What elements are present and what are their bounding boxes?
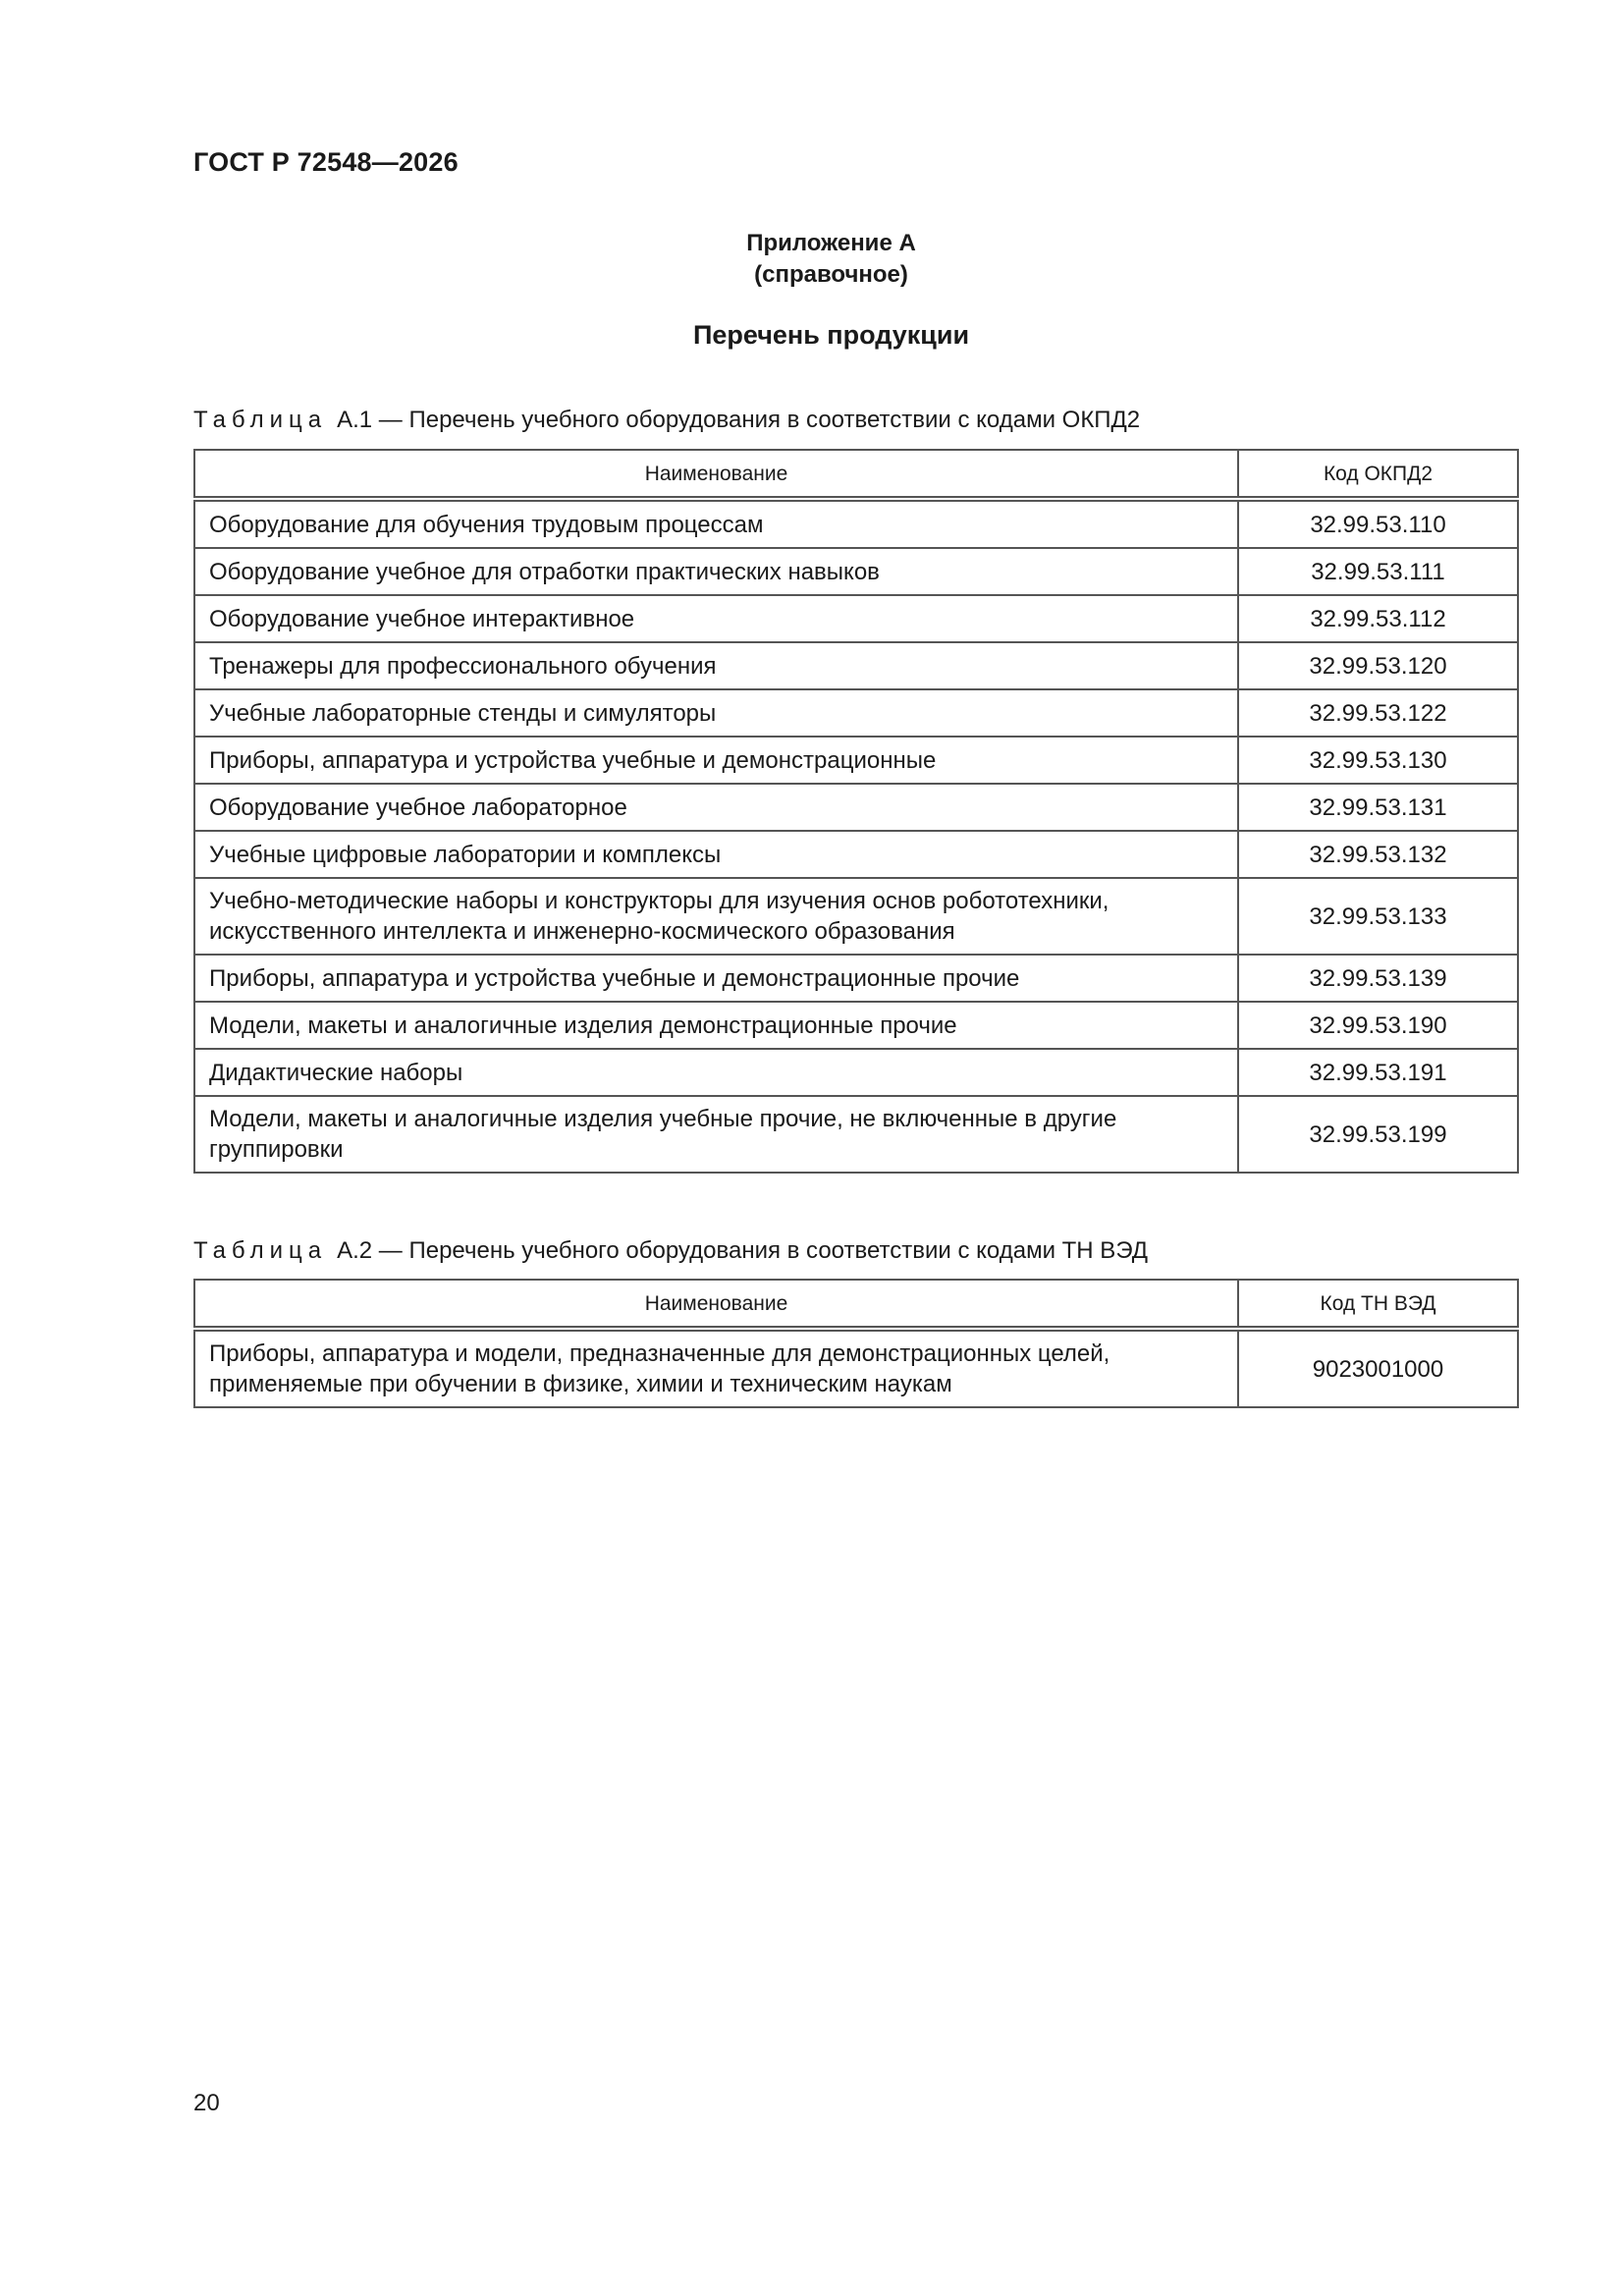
table-a2 [193, 1279, 1519, 1408]
row-name: Оборудование учебное для отработки практических навыков [194, 548, 1238, 595]
row-name-line-2: искусственного интеллекта и инженерно-космического образования [209, 918, 955, 945]
row-name: Оборудование учебное лабораторное [194, 784, 1238, 831]
table-row [194, 1329, 1518, 1407]
table-row [194, 878, 1518, 955]
row-name: Оборудование учебное интерактивное [194, 595, 1238, 642]
row-name: Учебные цифровые лаборатории и комплексы [194, 831, 1238, 878]
table-row [194, 595, 1518, 642]
row-name-line-1: Учебно-методические наборы и конструкторы для изучения основ робототехники, [209, 888, 1109, 914]
appendix-kind: (справочное) [754, 261, 908, 288]
row-name [194, 1329, 1238, 1407]
row-name-line-2: применяемые при обучении в физике, химии и техническим наукам [209, 1371, 952, 1397]
row-name-line-1: Модели, макеты и аналогичные изделия учебные прочие, не включенные в другие [209, 1106, 1117, 1132]
table-row [194, 548, 1518, 595]
row-code: 32.99.53.111 [1238, 548, 1518, 595]
table-a2-header-name: Наименование [194, 1280, 1238, 1329]
row-name: Оборудование для обучения трудовым процессам [194, 499, 1238, 548]
table-a1-header-row [194, 450, 1518, 499]
table-a2-caption [193, 1237, 1148, 1265]
appendix-title: Приложение А [746, 230, 916, 256]
table-row [194, 1096, 1518, 1173]
table-a2-header-row [194, 1280, 1518, 1329]
table-a1-caption-text: А.1 — Перечень учебного оборудования в соответствии с кодами ОКПД2 [337, 407, 1141, 433]
section-title: Перечень продукции [692, 320, 970, 350]
table-a1 [193, 449, 1519, 1174]
row-name: Тренажеры для профессионального обучения [194, 642, 1238, 689]
row-code: 32.99.53.120 [1238, 642, 1518, 689]
row-code: 32.99.53.131 [1238, 784, 1518, 831]
table-row [194, 689, 1518, 737]
row-code: 32.99.53.130 [1238, 737, 1518, 784]
row-name: Приборы, аппаратура и устройства учебные и демонстрационные [194, 737, 1238, 784]
table-a1-header-name: Наименование [194, 450, 1238, 499]
row-code: 9023001000 [1238, 1329, 1518, 1407]
table-a1-caption [193, 407, 1140, 434]
table-row [194, 499, 1518, 548]
table-a1-header-code: Код ОКПД2 [1238, 450, 1518, 499]
row-name: Модели, макеты и аналогичные изделия демонстрационные прочие [194, 1002, 1238, 1049]
row-code: 32.99.53.132 [1238, 831, 1518, 878]
table-row [194, 831, 1518, 878]
row-name-line-2: группировки [209, 1136, 344, 1163]
table-row [194, 1002, 1518, 1049]
table-a2-header-code: Код ТН ВЭД [1238, 1280, 1518, 1329]
row-name: Дидактические наборы [194, 1049, 1238, 1096]
page-number: 20 [193, 2090, 220, 2116]
row-code: 32.99.53.190 [1238, 1002, 1518, 1049]
standard-code: ГОСТ Р 72548—2026 [193, 147, 459, 177]
row-name: Учебные лабораторные стенды и симуляторы [194, 689, 1238, 737]
row-code: 32.99.53.110 [1238, 499, 1518, 548]
table-row [194, 642, 1518, 689]
row-name [194, 878, 1238, 955]
row-name [194, 1096, 1238, 1173]
table-row [194, 737, 1518, 784]
row-code: 32.99.53.191 [1238, 1049, 1518, 1096]
row-name-line-1: Приборы, аппаратура и модели, предназначенные для демонстрационных целей, [209, 1340, 1110, 1367]
row-code: 32.99.53.122 [1238, 689, 1518, 737]
table-row [194, 1049, 1518, 1096]
row-code: 32.99.53.199 [1238, 1096, 1518, 1173]
row-code: 32.99.53.112 [1238, 595, 1518, 642]
row-name: Приборы, аппаратура и устройства учебные и демонстрационные прочие [194, 955, 1238, 1002]
table-row [194, 955, 1518, 1002]
row-code: 32.99.53.139 [1238, 955, 1518, 1002]
table-a1-caption-word: Таблица [193, 407, 328, 433]
row-code: 32.99.53.133 [1238, 878, 1518, 955]
table-a2-caption-text: А.2 — Перечень учебного оборудования в соответствии с кодами ТН ВЭД [337, 1237, 1149, 1264]
table-a2-caption-word: Таблица [193, 1237, 328, 1264]
table-row [194, 784, 1518, 831]
